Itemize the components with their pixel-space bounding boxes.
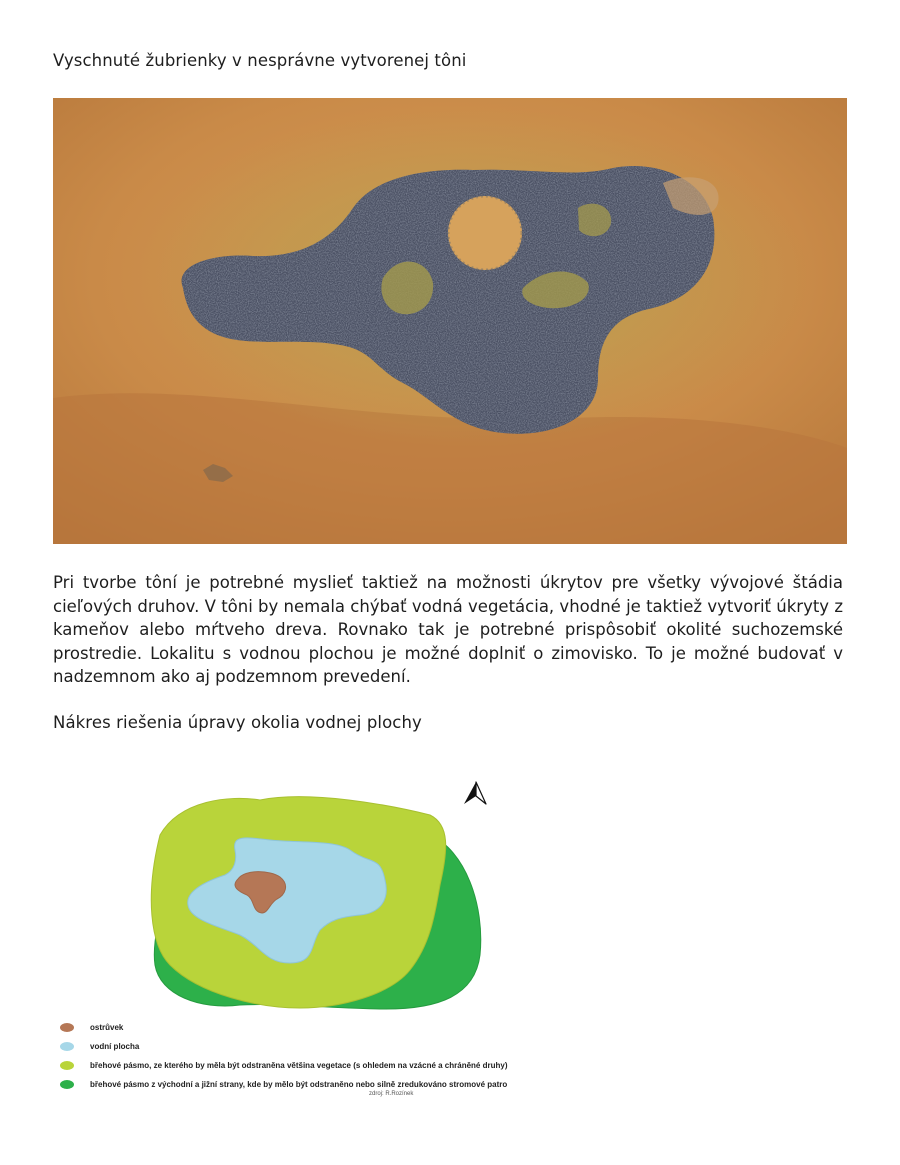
legend-item	[60, 1075, 580, 1094]
diagram-legend	[60, 1018, 580, 1094]
legend-swatch-east-south-bank	[60, 1080, 74, 1089]
legend-item	[60, 1037, 580, 1056]
north-arrow-icon	[460, 780, 488, 808]
photo-caption: Vyschnuté žubrienky v nesprávne vytvorenej tôni	[53, 51, 467, 70]
dried-tadpoles-photo	[53, 98, 847, 544]
legend-item	[60, 1056, 580, 1075]
legend-label: břehové pásmo, ze kterého by měla být odstraněna většina vegetace (s ohledem na vzácné a chráněné druhy)	[90, 1061, 508, 1070]
diagram-source: zdroj: R.Rozínek	[369, 1091, 414, 1097]
legend-swatch-island	[60, 1023, 74, 1032]
body-paragraph: Pri tvorbe tôní je potrebné myslieť taktiež na možnosti úkrytov pre všetky vývojové štádia cieľových druhov. V tôni by nemala chýbať vodná vegetácia, vhodné je taktiež vytvoriť úkryty z kameňov alebo mŕtveho dreva. Rovnako tak je potrebné prispôsobiť okolité suchozemské prostredie. Lokalitu s vodnou plochou je možné doplniť o zimovisko. To je možné budovať v nadzemnom ako aj podzemnom prevedení.	[53, 573, 843, 687]
pond-diagram	[140, 795, 490, 1015]
legend-swatch-water	[60, 1042, 74, 1051]
legend-label: břehové pásmo z východní a jižní strany, kde by mělo být odstraněno nebo silně zredukováno stromové patro	[90, 1080, 508, 1089]
diagram-title: Nákres riešenia úpravy okolia vodnej plochy	[53, 713, 422, 732]
legend-item	[60, 1018, 580, 1037]
legend-label: ostrůvek	[90, 1023, 124, 1032]
legend-label: vodní plocha	[90, 1042, 140, 1051]
legend-swatch-bank-vegetation	[60, 1061, 74, 1070]
